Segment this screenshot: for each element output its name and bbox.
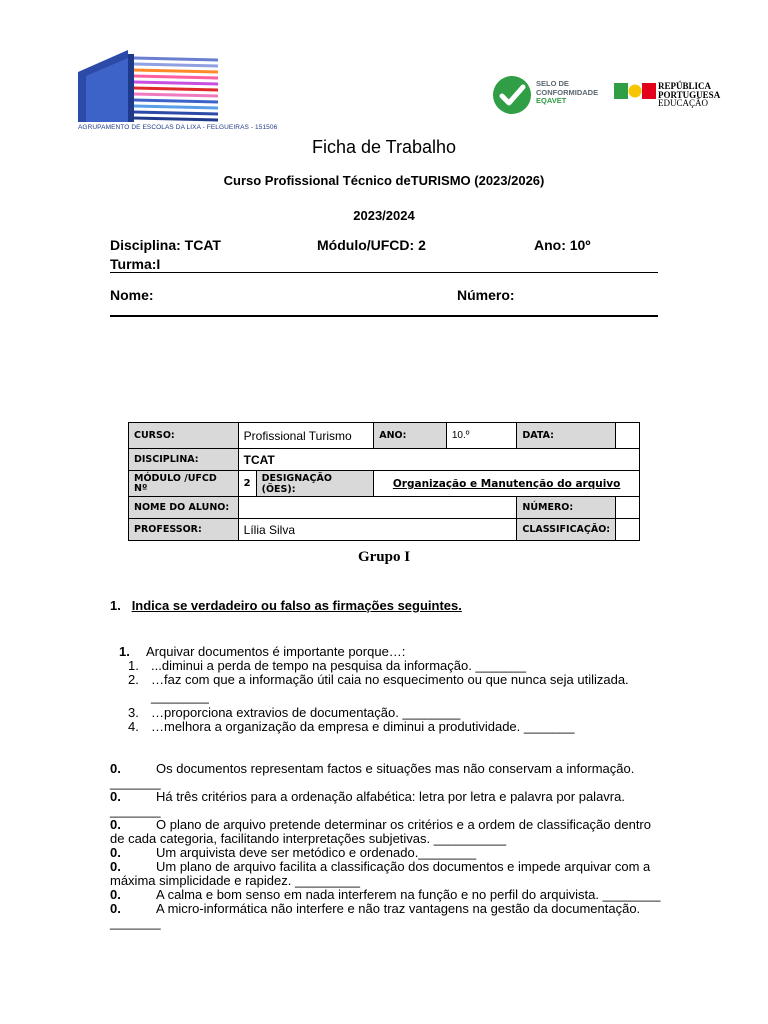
republica-line1: REPÚBLICA — [658, 81, 712, 91]
school-caption: AGRUPAMENTO DE ESCOLAS DA LIXA - FELGUEIRAS - 151506 — [78, 124, 278, 131]
statement: 0. A calma e bom senso em nada interferem na função e no perfil do arquivista. ________ — [110, 887, 661, 902]
modulo-info: Módulo/UFCD: 2 — [317, 237, 426, 253]
ano-value: 10.º — [446, 423, 517, 449]
modulo-label — [129, 471, 239, 497]
sub-question-intro: Arquivar documentos é importante porque…: — [146, 644, 406, 659]
question-text: Indica se verdadeiro ou falso as firmações seguintes. — [131, 598, 462, 613]
list-item: 3. …proporciona extravios de documentação. ________ — [128, 705, 461, 720]
disciplina-value: TCAT — [238, 449, 639, 471]
statement: 0. Há três critérios para a ordenação alfabética: letra por letra e palavra por palavra. _______ — [110, 789, 625, 818]
sub-item-list — [128, 659, 629, 734]
school-year: 2023/2024 — [353, 208, 415, 223]
statement: 0. A micro-informática não interfere e não traz vantagens na gestão da documentação. _______ — [110, 901, 641, 930]
classificacao-label: CLASSIFICAÇÃO: — [517, 519, 616, 541]
numero-field[interactable] — [616, 497, 640, 519]
divider — [110, 272, 658, 273]
question-1 — [110, 598, 462, 613]
nome-label: Nome: — [110, 287, 154, 303]
question-number: 1. — [110, 598, 121, 613]
designacao-value: Organização e Manutenção do arquivo — [374, 471, 640, 497]
statement: 0. O plano de arquivo pretende determinar os critérios e a ordem de classificação dentro de cada categoria, facilitando interpretações subjetivas. __________ — [110, 817, 651, 846]
modulo-value: 2 — [238, 471, 256, 497]
divider — [110, 315, 658, 317]
designacao-label: DESIGNAÇÃO (ÕES): — [256, 471, 374, 497]
group-heading: Grupo I — [357, 549, 411, 565]
professor-value: Lília Silva — [238, 519, 517, 541]
school-logo — [78, 50, 288, 135]
list-item: ________ — [151, 689, 209, 704]
list-item: 4. …melhora a organização da empresa e diminui a produtividade. _______ — [128, 719, 575, 734]
data-field[interactable] — [616, 423, 640, 449]
aluno-field[interactable] — [238, 497, 517, 519]
disciplina-label: DISCIPLINA: — [129, 449, 239, 471]
curso-label: CURSO: — [129, 423, 239, 449]
curso-value: Profissional Turismo — [238, 423, 374, 449]
turma-info: Turma:I — [110, 256, 161, 272]
page-title: Ficha de Trabalho — [311, 137, 457, 157]
statement: 0. Um plano de arquivo facilita a classificação dos documentos e impede arquivar com a máxima simplicidade e rapidez. _________ — [110, 859, 651, 888]
republica-logo — [614, 82, 724, 112]
list-item: 2. …faz com que a informação útil caia no esquecimento ou que nunca seja utilizada. — [128, 672, 629, 687]
republica-line3: EDUCAÇÃO — [658, 98, 709, 108]
statement: 0. Os documentos representam factos e situações mas não conservam a informação. _______ — [110, 761, 635, 790]
list-item: 1. ...diminui a perda de tempo na pesquisa da informação. _______ — [128, 658, 527, 673]
eqavet-line2: CONFORMIDADE — [536, 87, 599, 97]
eqavet-line3: EQAVET — [536, 96, 567, 105]
sub-question-number: 1. — [119, 644, 130, 659]
disciplina-info: Disciplina: TCAT — [110, 237, 221, 253]
sub-question — [119, 645, 405, 659]
aluno-label: NOME DO ALUNO: — [129, 497, 239, 519]
school-building-icon — [78, 50, 218, 122]
data-label: DATA: — [517, 423, 616, 449]
numero-label: Número: — [457, 287, 515, 303]
checkmark-seal-icon — [492, 75, 532, 115]
eqavet-line1: SELO DE — [536, 79, 569, 88]
modulo-label-line1: MÓDULO /UFCD — [134, 472, 217, 484]
numero-table-label: NÚMERO: — [517, 497, 616, 519]
statement: 0. Um arquivista deve ser metódico e ordenado.________ — [110, 845, 477, 860]
ano-info: Ano: 10º — [534, 237, 591, 253]
classificacao-field[interactable] — [616, 519, 640, 541]
portuguese-flag-icon — [614, 83, 656, 99]
professor-label: PROFESSOR: — [129, 519, 239, 541]
student-info-table — [128, 422, 640, 541]
modulo-label-line2: Nº — [134, 482, 148, 494]
ano-label: ANO: — [374, 423, 447, 449]
eqavet-seal — [492, 75, 607, 115]
course-subtitle: Curso Profissional Técnico deTURISMO (2023/2026) — [223, 173, 545, 188]
republica-line2: PORTUGUESA — [658, 89, 721, 100]
